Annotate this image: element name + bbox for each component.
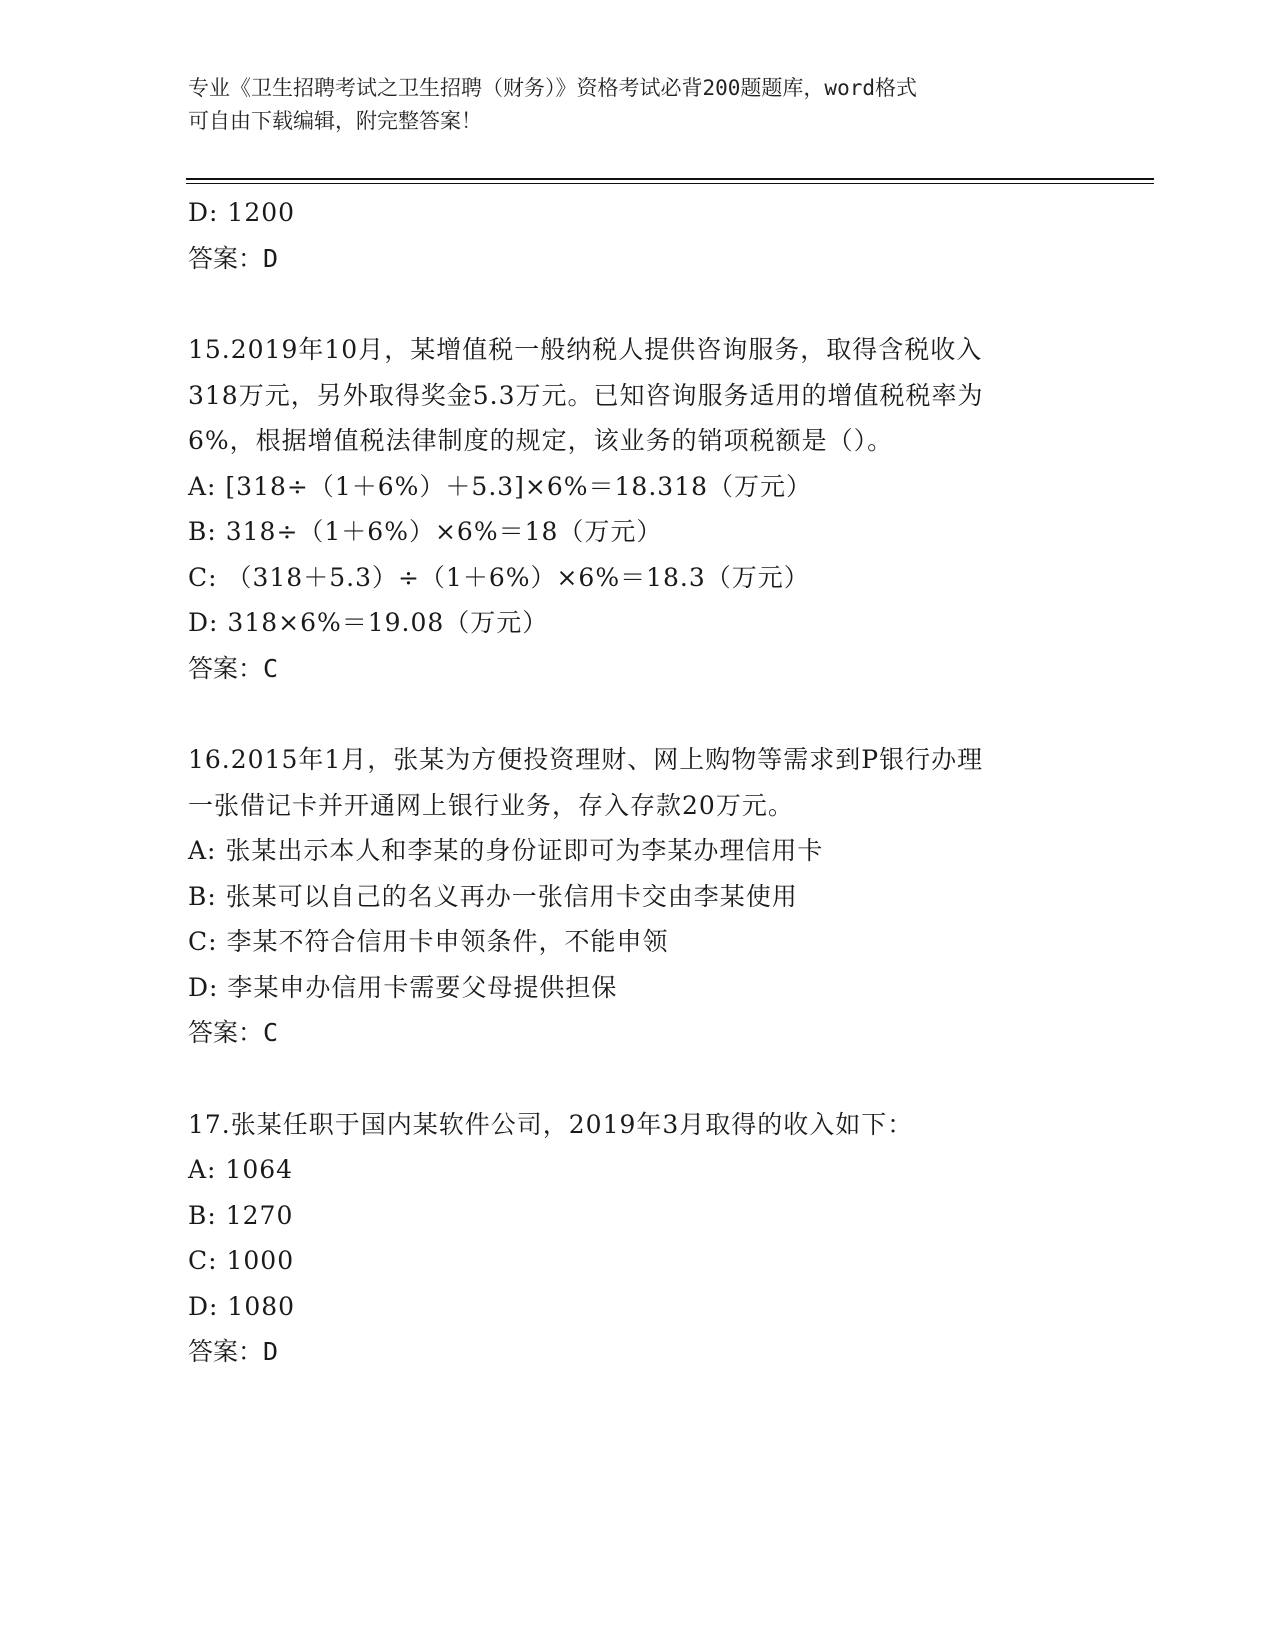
- question-stem: 一张借记卡并开通网上银行业务，存入存款20万元。: [188, 790, 794, 820]
- option-b: B: 318÷（1＋6%）×6%＝18（万元）: [188, 517, 663, 546]
- question-stem: 17.张某任职于国内某软件公司，2019年3月取得的收入如下：: [188, 1109, 914, 1139]
- question-stem: 16.2015年1月，张某为方便投资理财、网上购物等需求到P银行办理: [188, 745, 984, 774]
- option-b: B: 张某可以自己的名义再办一张信用卡交由李某使用: [188, 881, 798, 911]
- header-divider-thin: [186, 183, 1154, 184]
- header-line-1: 专业《卫生招聘考试之卫生招聘（财务）》资格考试必背200题题库，word格式: [188, 76, 917, 100]
- option-c: C: 李某不符合信用卡申领条件，不能申领: [188, 927, 669, 956]
- option-c: C: 1000: [188, 1246, 295, 1275]
- option-b: B: 1270: [188, 1200, 294, 1230]
- question-14-tail: [188, 190, 1118, 281]
- question-list: [188, 190, 1118, 1375]
- option-d: D: 李某申办信用卡需要父母提供担保: [188, 972, 618, 1002]
- option-a: A: 1064: [188, 1155, 294, 1184]
- header-line-2: 可自由下载编辑，附完整答案！: [188, 109, 482, 133]
- question-17: [188, 1102, 1118, 1375]
- option-d: D: 318×6%＝19.08（万元）: [188, 608, 549, 637]
- header-divider-thick: [186, 178, 1154, 180]
- option-a: A: [318÷（1＋6%）＋5.3]×6%＝18.318（万元）: [188, 471, 813, 501]
- answer: 答案：C: [188, 653, 279, 683]
- question-stem: 15.2019年10月，某增值税一般纳税人提供咨询服务，取得含税收入: [188, 335, 983, 364]
- question-16: [188, 737, 1118, 1056]
- option-d: D: 1080: [188, 1291, 296, 1321]
- document-header: [188, 72, 1088, 138]
- option-d: D: 1200: [188, 198, 296, 227]
- option-a: A: 张某出示本人和李某的身份证即可为李某办理信用卡: [188, 836, 824, 865]
- option-c: C: （318＋5.3）÷（1＋6%）×6%＝18.3（万元）: [188, 562, 810, 592]
- answer: 答案：D: [188, 1337, 279, 1366]
- answer: 答案：D: [188, 243, 279, 273]
- question-stem: 6%，根据增值税法律制度的规定，该业务的销项税额是（）。: [188, 426, 894, 455]
- question-stem: 318万元，另外取得奖金5.3万元。已知咨询服务适用的增值税税率为: [188, 380, 984, 410]
- question-15: [188, 327, 1118, 691]
- answer: 答案：C: [188, 1018, 279, 1047]
